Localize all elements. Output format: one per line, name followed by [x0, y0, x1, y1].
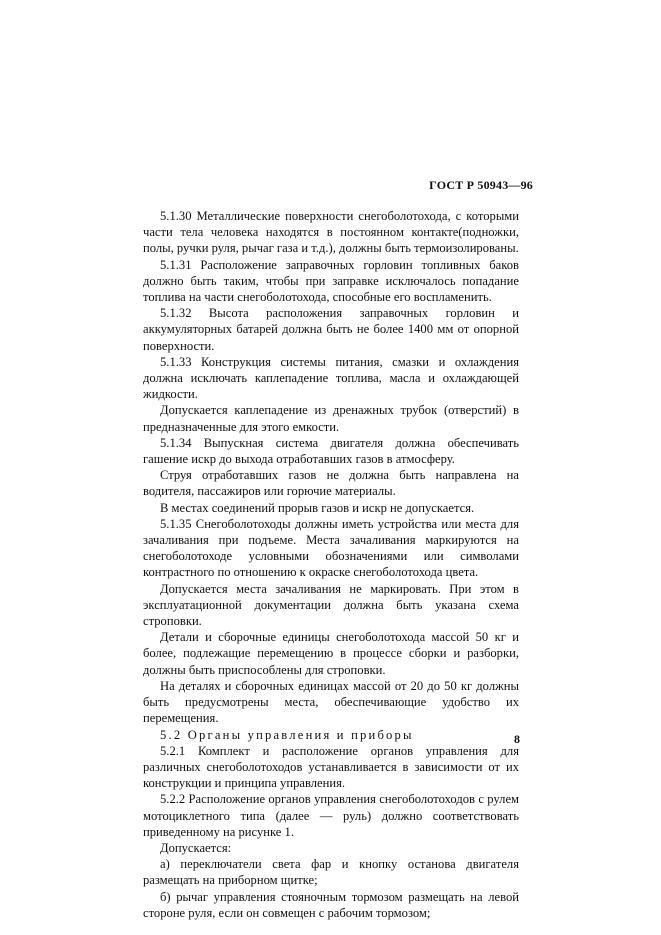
paragraph-slinging-parts: Детали и сборочные единицы снегоболотохода массой 50 кг и более, подлежащие перемещению в процессе сборки и разборки, должны быть приспособлены для строповки. — [143, 630, 519, 677]
list-item-b: б) рычаг управления стояночным тормозом размещать на левой стороне руля, если он совмещен с рабочим тормозом; — [143, 889, 519, 920]
paragraph-5-2-2: 5.2.2 Расположение органов управления снегоболотоходов с рулем мотоциклетного типа (далее — руль) должно соответствовать приведенному на рисунке 1. — [143, 792, 519, 839]
list-item-a: а) переключатели света фар и кнопку останова двигателя размещать на приборном щитке; — [143, 857, 519, 888]
paragraph-marking-allowance: Допускается места зачаливания не маркировать. При этом в эксплуатационной документации должна быть указана схема строповки. — [143, 581, 519, 629]
document-header: ГОСТ Р 50943—96 — [429, 178, 533, 192]
paragraph-moving-parts: На деталях и сборочных единицах массой от 20 до 50 кг должны быть предусмотрены места, обеспечивающие удобство их перемещения. — [143, 678, 519, 726]
paragraph-5-1-32: 5.1.32 Высота расположения заправочных горловин и аккумуляторных батарей должна быть не более 1400 мм от опорной поверхности. — [143, 306, 519, 353]
paragraph-5-1-30: 5.1.30 Металлические поверхности снегоболотохода, с которыми части тела человека находятся в постоянном контакте(подножки, полы, ручки руля, рычаг газа и т.д.), должны быть термоизолированы. — [143, 209, 519, 256]
paragraph-allowed: Допускается: — [160, 840, 232, 855]
section-title: 5.2 Органы управления и приборы — [160, 727, 414, 742]
paragraph-exhaust-stream: Струя отработавших газов не должна быть направлена на водителя, пассажиров или горючие материалы. — [143, 468, 519, 499]
paragraph-drip-allowance: Допускается каплепадение из дренажных трубок (отверстий) в предназначенные для этого емкости. — [143, 403, 519, 434]
paragraph-5-2-1: 5.2.1 Комплект и расположение органов управления для различных снегоболотоходов устанавливается в зависимости от их конструкции и принципа управления. — [143, 743, 519, 791]
paragraph-gas-leak: В местах соединений прорыв газов и искр не допускается. — [160, 500, 475, 515]
paragraph-5-1-35: 5.1.35 Снегоболотоходы должны иметь устройства или места для зачаливания при подъеме. Места зачаливания маркируются на снегоболотоходе условными обозначениями или символами контрастного по отношению к окраске снегоболотохода цвета. — [143, 516, 519, 580]
paragraph-5-1-34: 5.1.34 Выпускная система двигателя должна обеспечивать гашение искр до выхода отработавших газов в атмосферу. — [143, 435, 519, 467]
page-number: 8 — [514, 732, 520, 746]
document-body — [143, 208, 519, 921]
paragraph-5-1-31: 5.1.31 Расположение заправочных горловин топливных баков должно быть таким, чтобы при заправке исключалось попадание топлива на части снегоболотохода, способные его воспламенить. — [143, 257, 519, 305]
paragraph-5-1-33: 5.1.33 Конструкция системы питания, смазки и охлаждения должна исключать каплепадение топлива, масла и охлаждающей жидкости. — [143, 354, 519, 402]
